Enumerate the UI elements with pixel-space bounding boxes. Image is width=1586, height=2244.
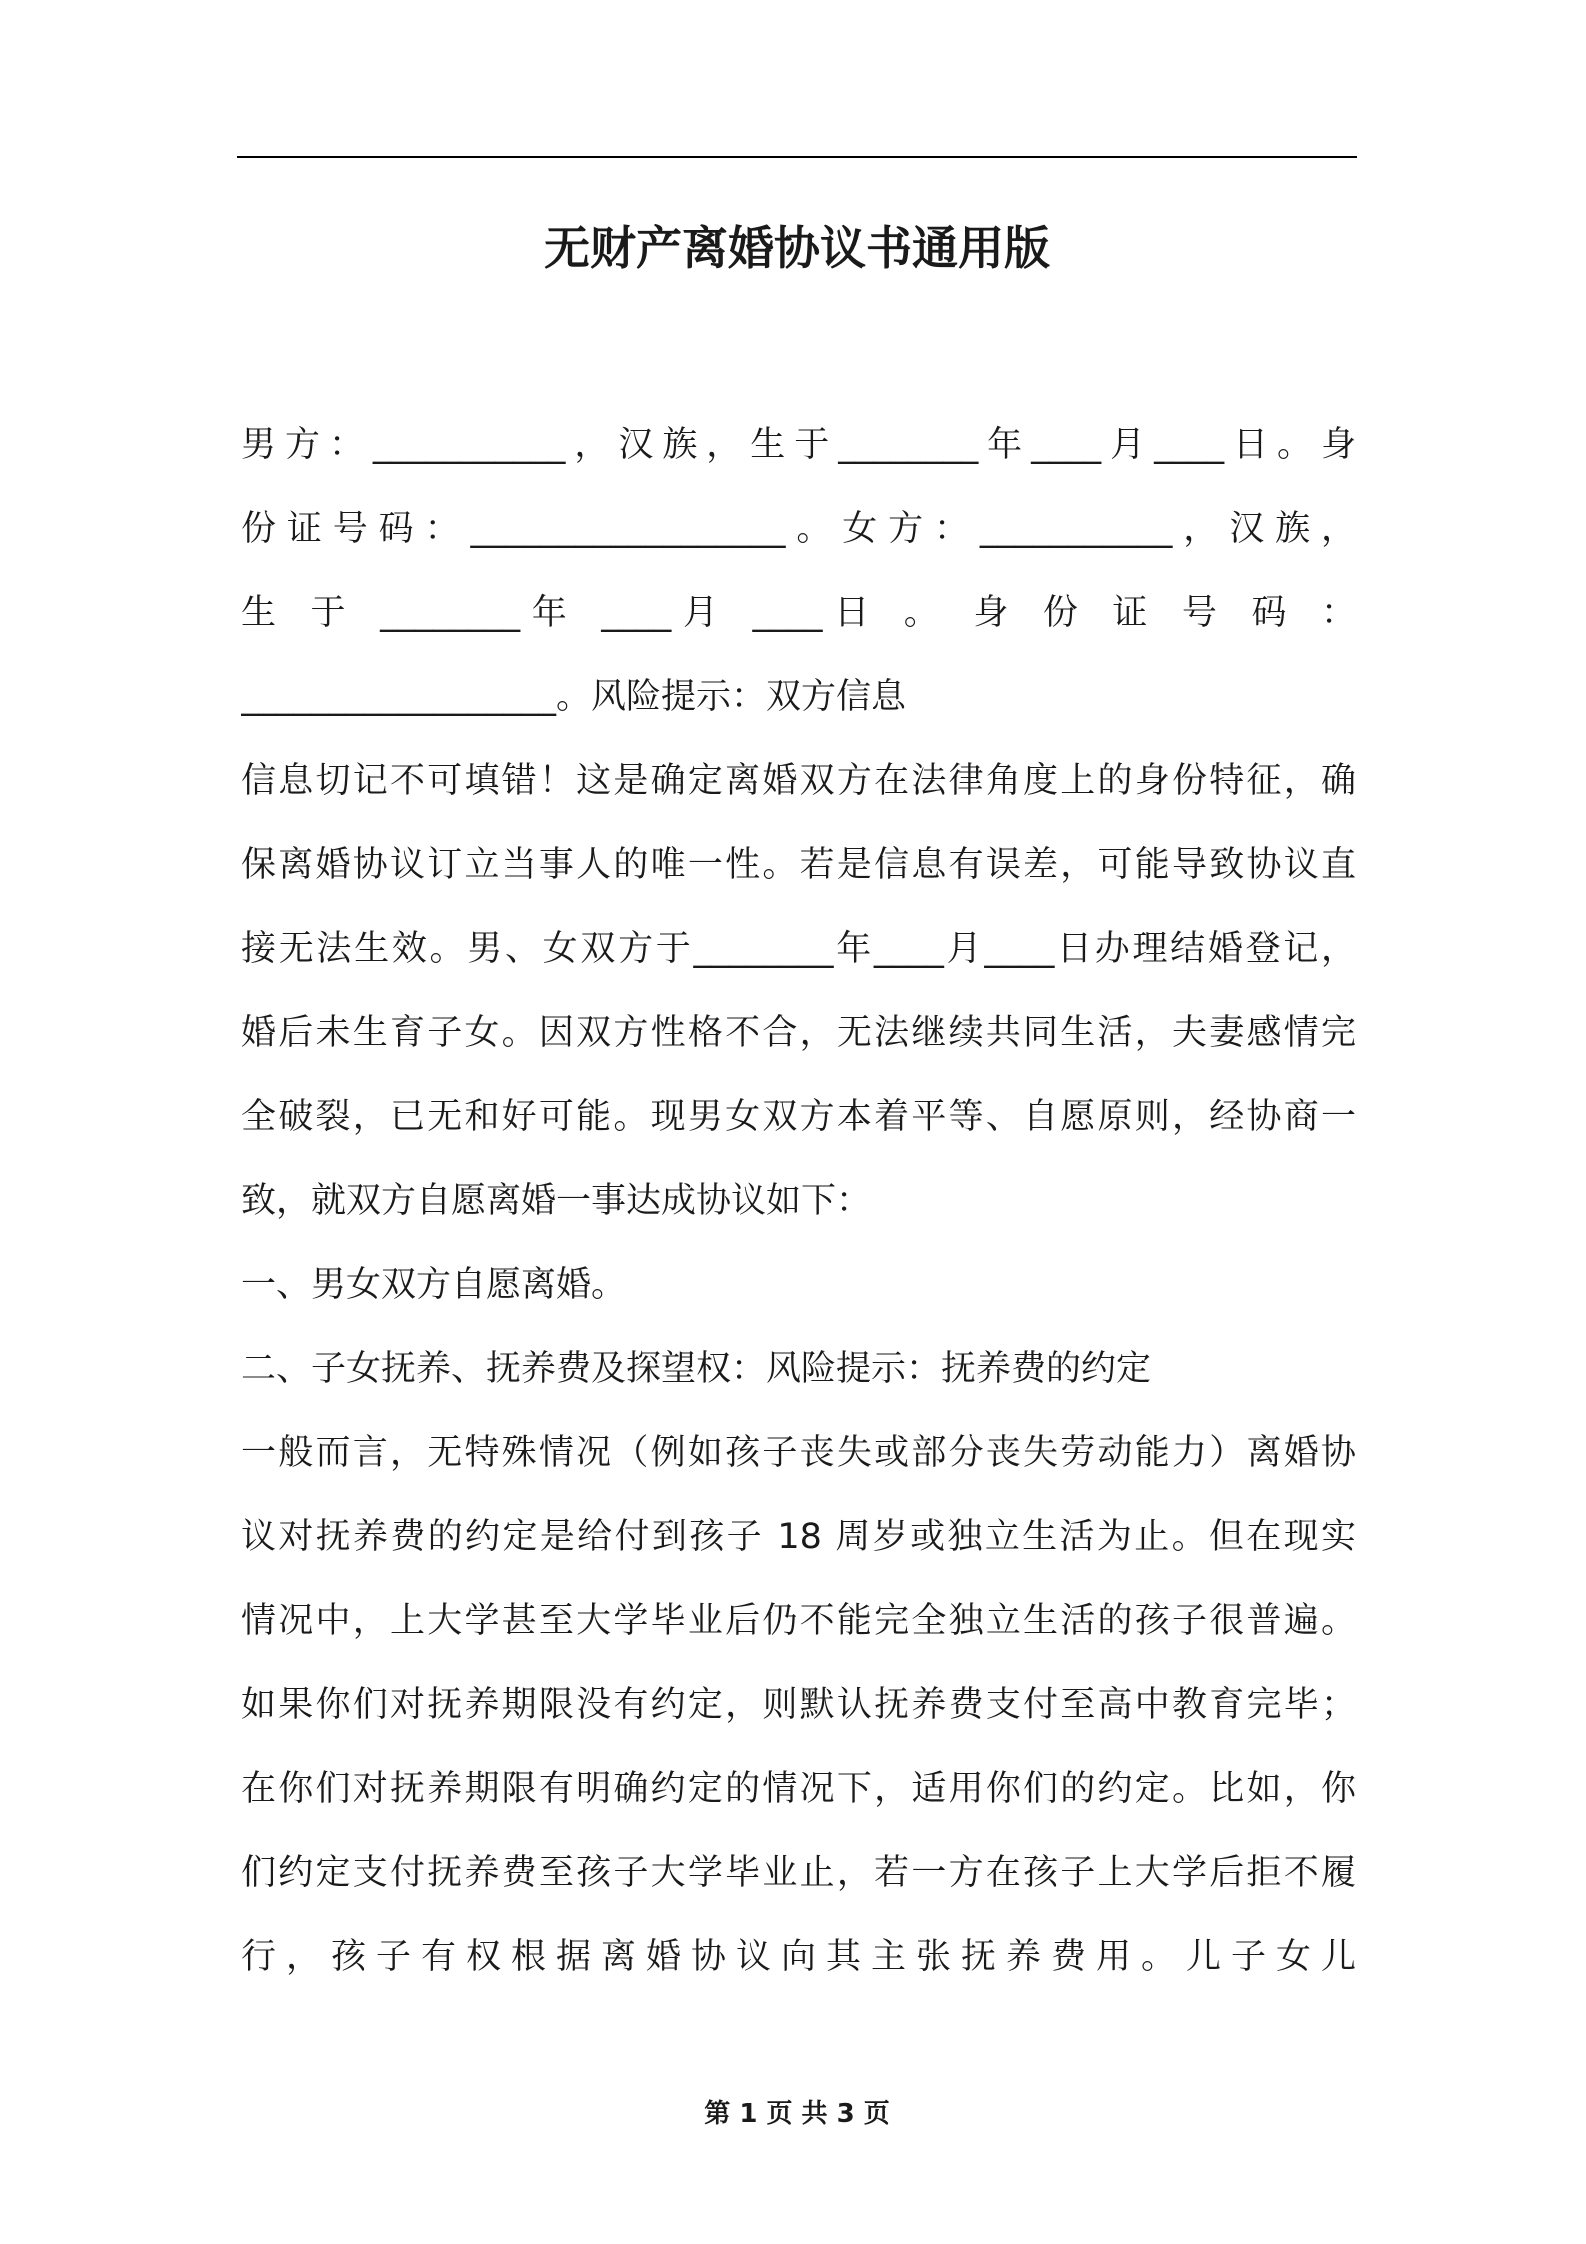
page-footer: 第 1 页 共 3 页 [704,2099,890,2129]
document-body [241,403,1356,1999]
body-line: 情况中，上大学甚至大学毕业后仍不能完全独立生活的孩子很普遍。 [241,1601,1356,1641]
document-title: 无财产离婚协议书通用版 [544,221,1050,275]
body-line: 份证号码：__________________。女方：___________，汉族， [241,509,1356,549]
body-line: 一般而言，无特殊情况（例如孩子丧失或部分丧失劳动能力）离婚协 [241,1433,1356,1473]
header-rule [237,156,1357,158]
body-line: 行，孩子有权根据离婚协议向其主张抚养费用。儿子女儿 [241,1937,1356,1977]
body-line: 婚后未生育子女。因双方性格不合，无法继续共同生活，夫妻感情完 [241,1013,1356,1053]
body-line: __________________。风险提示：双方信息 [241,677,907,717]
body-line: 全破裂，已无和好可能。现男女双方本着平等、自愿原则，经协商一 [241,1097,1356,1137]
body-line: 们约定支付抚养费至孩子大学毕业止，若一方在孩子上大学后拒不履 [241,1853,1356,1893]
body-line: 如果你们对抚养期限没有约定，则默认抚养费支付至高中教育完毕； [241,1685,1356,1725]
body-line: 接无法生效。男、女双方于________年____月____日办理结婚登记， [241,929,1356,969]
body-line: 信息切记不可填错！这是确定离婚双方在法律角度上的身份特征，确 [241,761,1356,801]
body-line: 议对抚养费的约定是给付到孩子 18 周岁或独立生活为止。但在现实 [241,1517,1356,1557]
body-line: 在你们对抚养期限有明确约定的情况下，适用你们的约定。比如，你 [241,1769,1356,1809]
body-line: 二、子女抚养、抚养费及探望权：风险提示：抚养费的约定 [241,1349,1152,1389]
body-line: 一、男女双方自愿离婚。 [241,1265,627,1305]
body-line: 致，就双方自愿离婚一事达成协议如下： [241,1181,872,1221]
body-line: 生 于 ________年 ____月 ____日 。 身 份 证 号 码 ： [241,593,1356,633]
body-line: 保离婚协议订立当事人的唯一性。若是信息有误差，可能导致协议直 [241,845,1356,885]
body-line: 男方：___________，汉族，生于________年____月____日。身 [241,425,1356,465]
